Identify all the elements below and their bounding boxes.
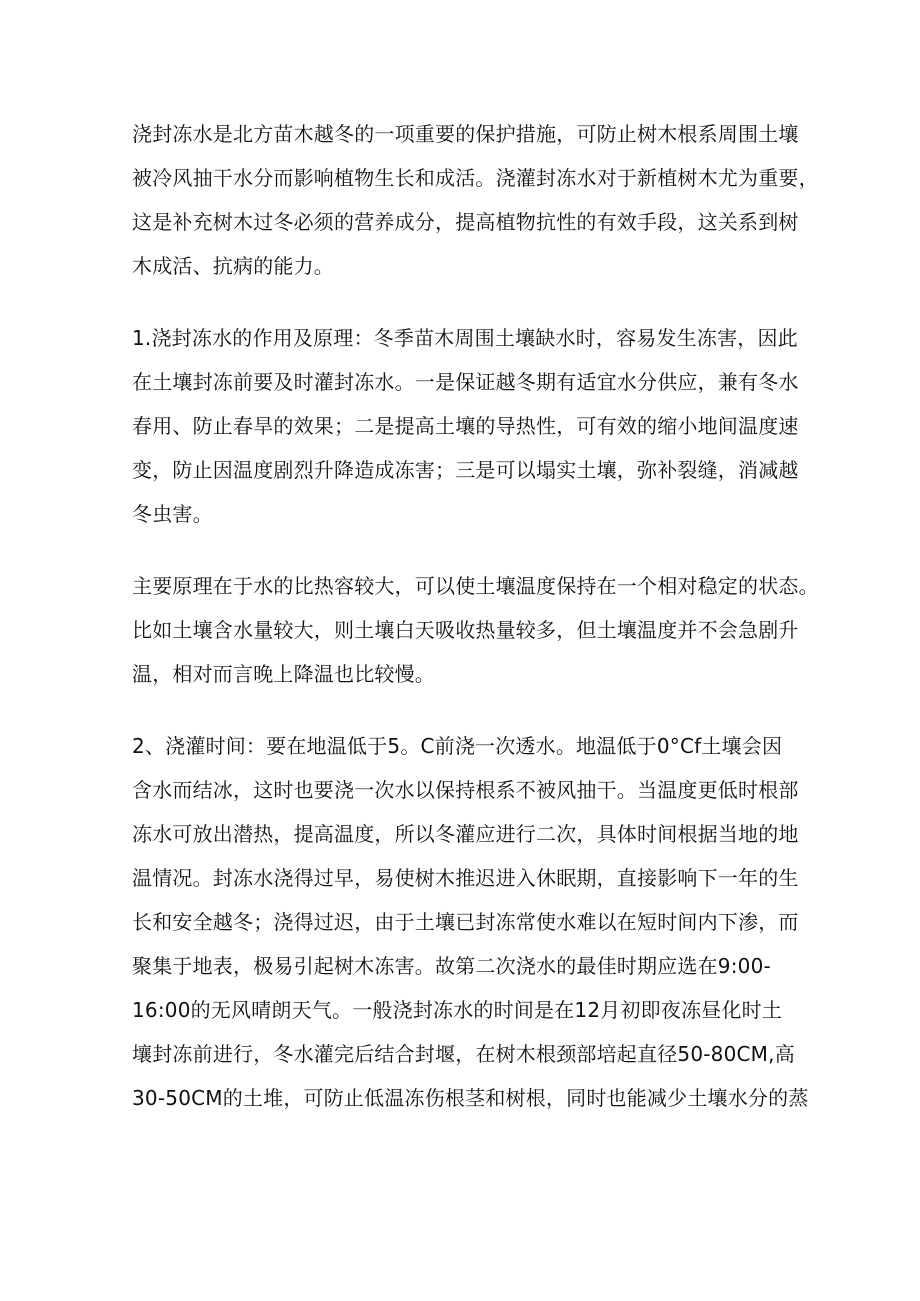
paragraph-line: 温情况。封冻水浇得过早，易使树木推迟进入休眠期，直接影响下一年的生 [132,866,799,890]
paragraph-line: 这是补充树木过冬必须的营养成分，提高植物抗性的有效手段，这关系到树 [132,210,799,234]
paragraph-line: 比如土壤含水量较大，则土壤白天吸收热量较多，但土壤温度并不会急剧升 [132,618,799,642]
paragraph-line: 聚集于地表，极易引起树木冻害。故第二次浇水的最佳时期应选在9:00- [132,954,771,978]
paragraph-line: 2、浇灌时间：要在地温低于5。C前浇一次透水。地温低于0°Cf土壤会因 [132,734,783,758]
paragraph-line: 温，相对而言晚上降温也比较慢。 [132,662,435,686]
paragraph-line: 主要原理在于水的比热容较大，可以使土壤温度保持在一个相对稳定的状态。 [132,574,819,598]
paragraph-line: 冻水可放出潜热，提高温度，所以冬灌应进行二次，具体时间根据当地的地 [132,822,799,846]
paragraph-line: 长和安全越冬；浇得过迟，由于土壤已封冻常使水难以在短时间内下渗，而 [132,910,799,934]
paragraph-line: 1.浇封冻水的作用及原理：冬季苗木周围土壤缺水时，容易发生冻害，因此 [132,326,798,350]
paragraph-line: 春用、防止春旱的效果；二是提高土壤的导热性，可有效的缩小地间温度速 [132,414,799,438]
paragraph-intro [132,112,819,288]
paragraph-irrigation-time [132,724,809,1120]
paragraph-line: 壤封冻前进行，冬水灌完后结合封堰，在树木根颈部培起直径50-80CM,高 [132,1042,795,1066]
document-body [132,112,819,1148]
paragraph-line: 含水而结冰，这时也要浇一次水以保持根系不被风抽干。当温度更低时根部 [132,778,799,802]
paragraph-line: 木成活、抗病的能力。 [132,254,334,278]
paragraph-line: 16:00的无风晴朗天气。一般浇封冻水的时间是在12月初即夜冻昼化时土 [132,998,783,1022]
paragraph-line: 变，防止因温度剧烈升降造成冻害；三是可以塌实土壤，弥补裂缝，消减越 [132,458,799,482]
paragraph-function-principle [132,316,804,536]
paragraph-line: 30-50CM的土堆，可防止低温冻伤根茎和树根，同时也能减少土壤水分的蒸 [132,1086,809,1110]
paragraph-line: 在土壤封冻前要及时灌封冻水。一是保证越冬期有适宜水分供应，兼有冬水 [132,370,799,394]
paragraph-line: 冬虫害。 [132,502,213,526]
paragraph-line: 被冷风抽干水分而影响植物生长和成活。浇灌封冻水对于新植树木尤为重要， [132,166,819,190]
paragraph-line: 浇封冻水是北方苗木越冬的一项重要的保护措施，可防止树木根系周围土壤 [132,122,799,146]
paragraph-main-principle [132,564,819,696]
